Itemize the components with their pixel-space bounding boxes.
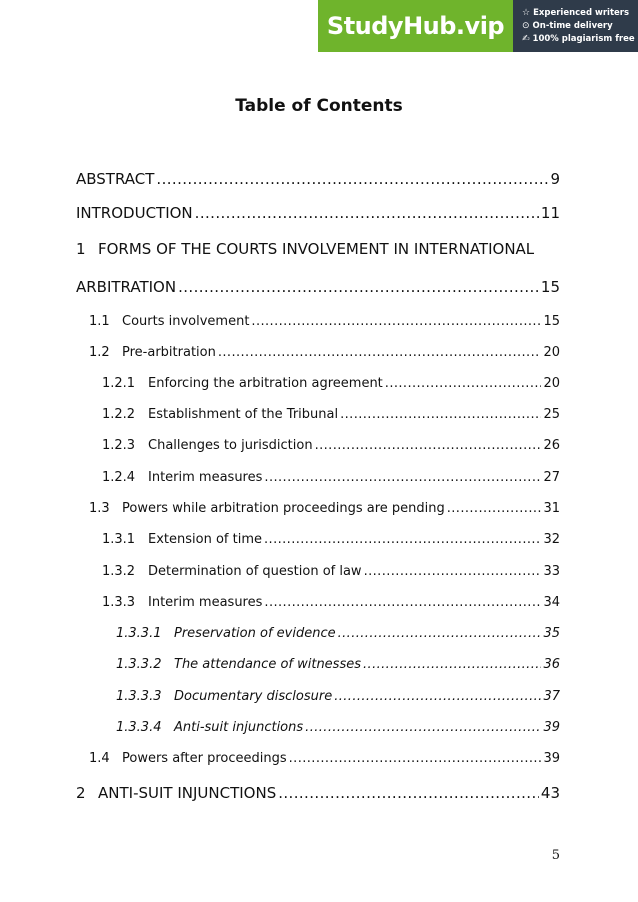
page-number: 5 xyxy=(551,848,560,863)
toc-entry-page: 33 xyxy=(543,564,560,579)
toc-entry-page: 9 xyxy=(550,170,560,188)
feature-experienced-writers xyxy=(522,8,638,18)
toc-entry-number: 1.3.3.4 xyxy=(116,720,162,735)
toc-entry-page: 20 xyxy=(543,345,560,360)
toc-entry-text: ABSTRACT xyxy=(76,170,155,188)
toc-entry-page: 43 xyxy=(540,784,560,802)
toc-leader-dots xyxy=(334,689,541,704)
toc-leader-dots xyxy=(363,657,541,672)
toc-entry-1-2[interactable] xyxy=(89,345,560,360)
toc-entry-page: 26 xyxy=(543,438,560,453)
toc-entry-number: 1.4 xyxy=(89,751,110,766)
toc-leader-dots xyxy=(264,470,541,485)
page-title: Table of Contents xyxy=(235,96,403,116)
feature-label: 100% plagiarism free xyxy=(532,34,635,44)
feature-plagiarism-free xyxy=(522,34,638,44)
pen-icon: ✍ xyxy=(522,34,530,44)
toc-entry-text: ARBITRATION xyxy=(76,278,177,296)
clock-icon: ⊙ xyxy=(522,21,530,31)
toc-entry-number: 1.2.1 xyxy=(102,376,136,391)
toc-entry-1-4[interactable] xyxy=(89,751,560,766)
toc-entry-introduction[interactable] xyxy=(76,204,560,222)
toc-entry-1-3[interactable] xyxy=(89,501,560,516)
toc-entry-text: Determination of question of law xyxy=(148,564,362,579)
toc-entry-number: 1.2 xyxy=(89,345,110,360)
toc-entry-page: 32 xyxy=(543,532,560,547)
toc-entry-number: 1.3.2 xyxy=(102,564,136,579)
toc-leader-dots xyxy=(264,532,541,547)
toc-leader-dots xyxy=(338,626,542,641)
toc-entry-page: 25 xyxy=(543,407,560,422)
toc-entry-number: 1.2.2 xyxy=(102,407,136,422)
toc-leader-dots xyxy=(264,595,541,610)
toc-entry-1-3-3-4[interactable] xyxy=(116,720,560,735)
toc-entry-number: 1.3.1 xyxy=(102,532,136,547)
toc-entry-text: Powers while arbitration proceedings are pending xyxy=(122,501,445,516)
toc-entry-1-3-3-3[interactable] xyxy=(116,689,560,704)
toc-entry-text: INTRODUCTION xyxy=(76,204,193,222)
toc-entry-1-3-2[interactable] xyxy=(102,564,560,579)
feature-on-time-delivery xyxy=(522,21,638,31)
toc-entry-number: 1.2.3 xyxy=(102,438,136,453)
toc-entry-text: FORMS OF THE COURTS INVOLVEMENT IN INTERNATIONAL xyxy=(98,240,535,258)
toc-leader-dots xyxy=(447,501,542,516)
toc-leader-dots xyxy=(218,345,542,360)
toc-entry-page: 39 xyxy=(543,720,560,735)
toc-entry-number: 1.1 xyxy=(89,314,110,329)
toc-leader-dots xyxy=(278,784,539,802)
toc-entry-number: 1 xyxy=(76,240,86,258)
toc-leader-dots xyxy=(289,751,542,766)
toc-entry-text: ANTI-SUIT INJUNCTIONS xyxy=(98,784,277,802)
toc-entry-page: 35 xyxy=(543,626,560,641)
toc-entry-1-2-1[interactable] xyxy=(102,376,560,391)
toc-entry-page: 15 xyxy=(540,278,560,296)
toc-leader-dots xyxy=(195,204,539,222)
toc-leader-dots xyxy=(156,170,548,188)
toc-entry-text: Challenges to jurisdiction xyxy=(148,438,313,453)
toc-entry-1-3-3-2[interactable] xyxy=(116,657,560,672)
toc-entry-number: 1.3 xyxy=(89,501,110,516)
toc-entry-number: 1.3.3.2 xyxy=(116,657,162,672)
studyhub-banner[interactable] xyxy=(318,0,638,52)
toc-entry-text: Enforcing the arbitration agreement xyxy=(148,376,383,391)
toc-entry-text: Powers after proceedings xyxy=(122,751,287,766)
star-icon: ☆ xyxy=(522,8,531,18)
toc-entry-text: Anti-suit injunctions xyxy=(174,720,304,735)
toc-entry-1-2-3[interactable] xyxy=(102,438,560,453)
toc-entry-number: 1.3.3.3 xyxy=(116,689,162,704)
toc-entry-page: 36 xyxy=(543,657,560,672)
toc-leader-dots xyxy=(385,376,542,391)
toc-entry-page: 11 xyxy=(540,204,560,222)
toc-entry-1-3-3[interactable] xyxy=(102,595,560,610)
toc-leader-dots xyxy=(340,407,541,422)
toc-entry-forms-line1[interactable] xyxy=(76,240,534,258)
toc-leader-dots xyxy=(364,564,542,579)
toc-entry-text: Courts involvement xyxy=(122,314,250,329)
toc-entry-text: Extension of time xyxy=(148,532,262,547)
toc-entry-page: 15 xyxy=(543,314,560,329)
toc-entry-page: 31 xyxy=(543,501,560,516)
banner-features xyxy=(513,0,638,52)
toc-entry-abstract[interactable] xyxy=(76,170,560,188)
toc-entry-text: Interim measures xyxy=(148,470,263,485)
studyhub-logo[interactable]: StudyHub.vip xyxy=(318,0,513,52)
toc-leader-dots xyxy=(251,314,541,329)
toc-entry-2[interactable] xyxy=(76,784,560,802)
toc-entry-1-3-3-1[interactable] xyxy=(116,626,560,641)
toc-leader-dots xyxy=(305,720,541,735)
toc-entry-1-2-2[interactable] xyxy=(102,407,560,422)
toc-entry-text: Pre-arbitration xyxy=(122,345,216,360)
toc-entry-number: 1.3.3.1 xyxy=(116,626,162,641)
toc-entry-1-2-4[interactable] xyxy=(102,470,560,485)
toc-entry-text: Documentary disclosure xyxy=(174,689,333,704)
toc-entry-number: 1.2.4 xyxy=(102,470,136,485)
toc-entry-page: 39 xyxy=(543,751,560,766)
toc-entry-page: 37 xyxy=(543,689,560,704)
toc-entry-text: Establishment of the Tribunal xyxy=(148,407,339,422)
toc-entry-page: 27 xyxy=(543,470,560,485)
toc-entry-1-1[interactable] xyxy=(89,314,560,329)
toc-entry-number: 1.3.3 xyxy=(102,595,136,610)
toc-entry-number: 2 xyxy=(76,784,86,802)
toc-entry-text: Interim measures xyxy=(148,595,263,610)
feature-label: Experienced writers xyxy=(533,8,630,18)
toc-leader-dots xyxy=(315,438,542,453)
toc-entry-page: 34 xyxy=(543,595,560,610)
toc-entry-forms-line2[interactable] xyxy=(76,278,560,296)
toc-leader-dots xyxy=(178,278,539,296)
toc-entry-text: Preservation of evidence xyxy=(174,626,336,641)
toc-entry-1-3-1[interactable] xyxy=(102,532,560,547)
feature-label: On-time delivery xyxy=(532,21,613,31)
toc-entry-page: 20 xyxy=(543,376,560,391)
toc-entry-text: The attendance of witnesses xyxy=(174,657,362,672)
